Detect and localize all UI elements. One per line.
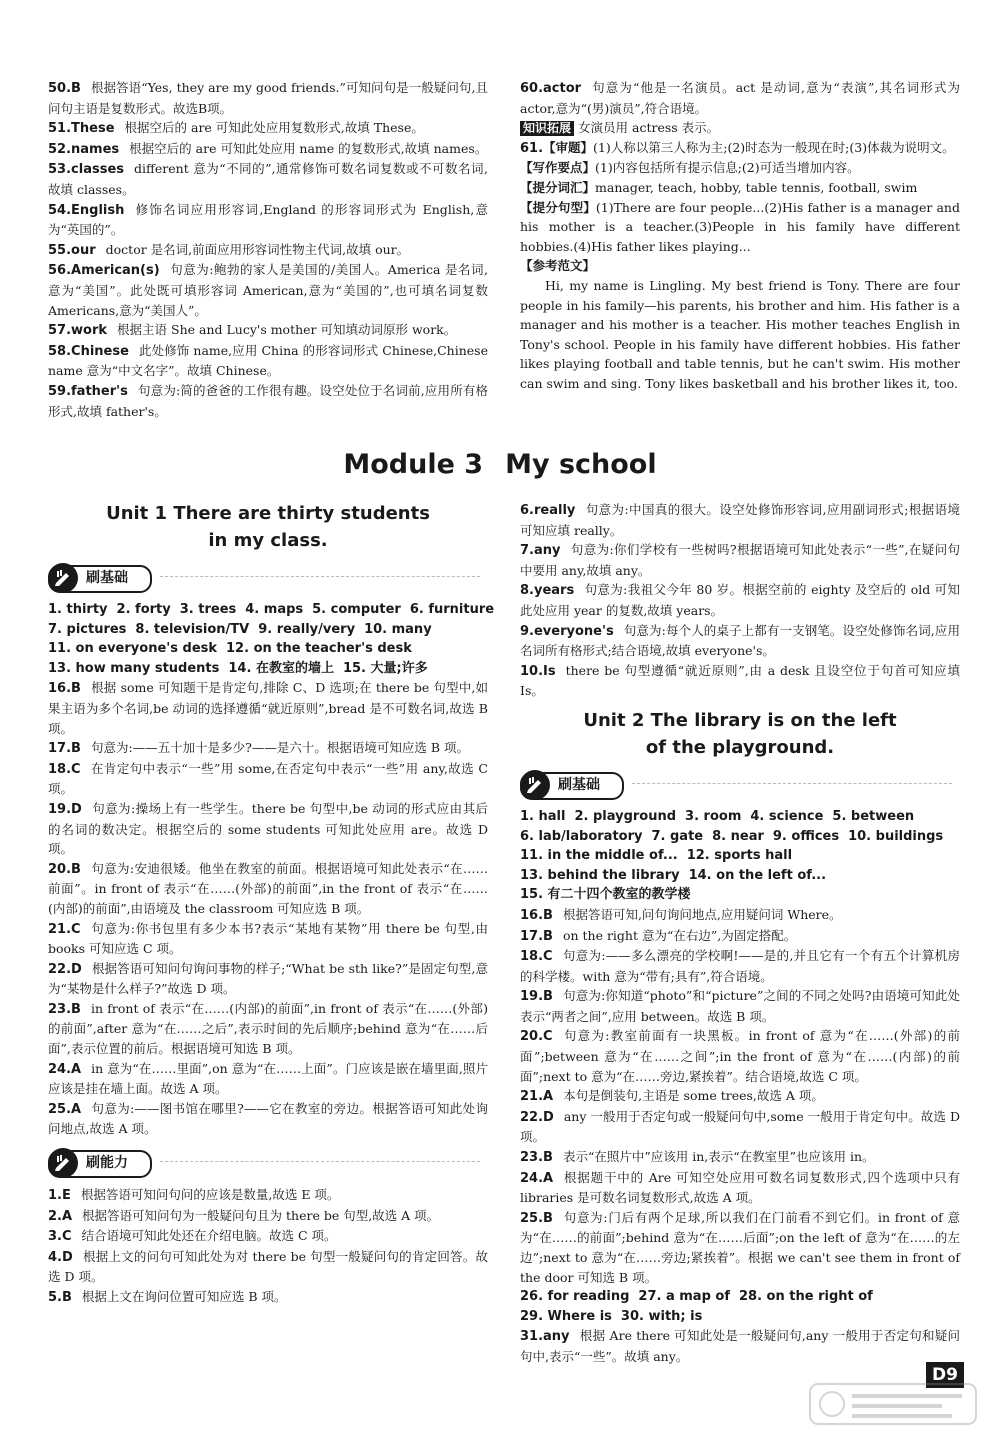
unit1-title-line2: in my class. — [208, 530, 328, 551]
explanation: 本句是倒装句,主语是 some trees,故选 A 项。 — [563, 1088, 824, 1104]
u2-question-2 — [520, 946, 960, 986]
unit1-title-line1: Unit 1 There are thirty students — [106, 503, 430, 524]
answer-chip: 12. on the teacher's desk — [226, 641, 412, 657]
answer-chip: 28. on the right of — [739, 1289, 873, 1305]
u1-question-8 — [48, 1059, 488, 1099]
answer: D — [543, 1109, 554, 1125]
right-column-top — [520, 78, 960, 394]
question-number: 16. — [48, 681, 72, 697]
explanation: in front of 表示“在……(内部)的前面”,in front of 表示“在……(外部)的前面”,after 意为“在……之后”,表示时间的先后顺序;behind 意为“在……后面”,表示位置的前后。根据语境可知选 B 项。 — [48, 1000, 488, 1057]
explanation: 句意为:安迪很矮。他坐在教室的前面。根据语境可知此处表示“在……前面”。in front of 表示“在……(外部)的前面”,in the front of 表示“在……(内部)的前面”,由语境及 the classroom 可知应选 B 项。 — [48, 860, 488, 916]
explanation: doctor 是名词,前面应用形容词性物主代词,故填 our。 — [105, 241, 410, 257]
answer-chip: 15. 有二十四个教室的教学楼 — [520, 887, 691, 903]
question-number: 21. — [520, 1089, 544, 1105]
answer-chip: 13. how many students — [48, 660, 220, 676]
question-number: 4. — [48, 1249, 62, 1265]
answer: B — [543, 928, 553, 944]
q61-line-2 — [520, 178, 960, 198]
answer-chip: 6. furniture — [409, 602, 495, 617]
q61-line-3 — [520, 198, 960, 257]
explanation: 句意为:教室前面有一块黑板。in front of 意为“在……(外部)的前面”;between 意为“在……之间”;in the front of 意为“在……(内部)的前面”;next to 意为“在……旁边,紧挨着”。结合语境,故选 C 项。 — [520, 1028, 960, 1084]
u1-question-b-2 — [520, 580, 960, 620]
pencil-icon — [48, 1148, 78, 1178]
answer: father's — [71, 383, 128, 399]
unit2-column — [520, 500, 960, 1367]
u2-answer-row-3 — [520, 866, 960, 886]
u1-ability-0 — [48, 1185, 488, 1206]
answer: C — [543, 1029, 553, 1045]
explanation: 根据题干中的 Are 可知空处应用可数名词复数形式,四个选项中只有 libraries 是可数名词复数形式,故选 A 项。 — [520, 1169, 960, 1206]
u1-ability-1 — [48, 1206, 488, 1227]
explanation: on the right 意为“在右边”,为固定搭配。 — [562, 927, 797, 943]
u1-question-1 — [48, 738, 488, 759]
module-title — [0, 448, 1000, 482]
question-2 — [48, 139, 488, 160]
u2-question-7 — [520, 1147, 960, 1168]
explanation: 句意为:中国真的很大。设空处修饰形容词,应用副词形式;根据语境可知应填 really。 — [520, 502, 960, 538]
u1-question-2 — [48, 759, 488, 799]
pencil-icon — [520, 770, 550, 800]
u1-answer-row-1 — [48, 620, 488, 640]
section-label: 【参考范文】 — [520, 258, 596, 274]
explanation: 根据答语可知,问句询问地点,应用疑问词 Where。 — [562, 906, 842, 922]
u1-ability-3 — [48, 1247, 488, 1287]
q61-line-1 — [520, 158, 960, 178]
question-number: 6. — [520, 503, 534, 518]
section-text: (1)内容包括所有提示信息;(2)可适当增加内容。 — [595, 160, 860, 176]
question-number: 10. — [520, 663, 544, 679]
answer: A — [543, 1170, 554, 1186]
answer: B — [543, 1210, 553, 1226]
answer: Chinese — [71, 343, 129, 359]
explanation: 根据上文的问句可知此处为对 there be 句型一般疑问句的肯定回答。故选 D 项。 — [48, 1248, 488, 1285]
answer: English — [71, 202, 125, 218]
u2-question-1 — [520, 926, 960, 947]
section-label: 【提分词汇】 — [520, 179, 596, 195]
answer: These — [71, 121, 115, 137]
answer-chip: 10. many — [364, 621, 432, 637]
u2-question-4 — [520, 1026, 960, 1086]
u1-question-b-0 — [520, 500, 960, 540]
question-number: 54. — [48, 202, 72, 218]
unit1-column — [48, 500, 495, 1308]
u2-question-6 — [520, 1107, 960, 1147]
question-number: 53. — [48, 162, 72, 178]
answer: D — [71, 961, 82, 977]
question-9 — [48, 381, 488, 421]
question-number: 7. — [520, 543, 534, 559]
answer-chip: 4. science — [750, 808, 824, 824]
question-number: 8. — [520, 583, 534, 599]
question-31: 31.any 根据 Are there 可知此处是一般疑问句,any 一般用于否定句和疑问句中,表示“一些”。故填 any。 — [520, 1328, 960, 1364]
answer: A — [61, 1208, 73, 1224]
explanation: 句意为:鲍勃的家人是美国的/美国人。America 是名词,意为“美国”。此处既可填形容词 American,意为“美国的”,也可填名词复数 Americans,意为“美国人”。 — [48, 262, 488, 318]
question-60: 60.actor 句意为“他是一名演员。act 是动词,意为“表演”,其名词形式为 actor,意为“(男)演员”,符合语境。 — [520, 80, 960, 116]
answer-chip: 7. gate — [651, 828, 704, 844]
u1-answer-row-3 — [48, 659, 488, 679]
question-number: 19. — [48, 801, 72, 817]
answer-chip: 14. 在教室的墙上 — [228, 660, 334, 676]
u1-question-b-1 — [520, 540, 960, 580]
answer: B — [71, 1001, 81, 1017]
section-text: (1)人称以第三人称为主;(2)时态为一般现在时;(3)体裁为说明文。 — [593, 139, 955, 155]
explanation: 句意为:门后有两个足球,所以我们在门前看不到它们。in front of 意为“在……的前面”;behind 意为“在……后面”;on the left of 意为“在……的左边”;next to 意为“在……旁边;紧挨着”。根据 we can't see them in front of the door 可知选 B 项。 — [520, 1209, 960, 1285]
question-number: 21. — [48, 921, 72, 937]
section-label: 【提分句型】 — [520, 199, 596, 215]
question-number: 24. — [520, 1170, 544, 1186]
answer-chip: 15. 大量;许多 — [342, 660, 428, 676]
question-number: 58. — [48, 343, 72, 359]
explanation: different 意为“不同的”,通常修饰可数名词复数或不可数名词,故填 classes。 — [48, 161, 488, 197]
question-61 — [520, 138, 960, 276]
unit1-answer-rows — [48, 600, 495, 678]
answer-chip: 8. near — [712, 828, 764, 844]
question-number: 24. — [48, 1061, 72, 1077]
question-number: 3. — [48, 1229, 62, 1245]
question-number: 17. — [520, 928, 544, 944]
answer: C — [61, 1229, 72, 1245]
explanation: 根据空后的 are 可知此处应用复数形式,故填 These。 — [124, 120, 424, 136]
explanation: 表示“在照片中”应该用 in,表示“在教室里”也应该用 in。 — [562, 1149, 875, 1165]
question-number: 25. — [48, 1101, 72, 1117]
explanation: 句意为:简的爸爸的工作很有趣。设空处位于名词前,应用所有格形式,故填 father's。 — [48, 382, 488, 419]
u1-question-b-4 — [520, 661, 960, 701]
u2-question-9 — [520, 1208, 960, 1287]
answer-chip: 2. forty — [116, 602, 171, 617]
answer: A — [71, 1061, 82, 1077]
answer-chip: 30. with; is — [620, 1308, 703, 1324]
u2-question-0 — [520, 905, 960, 926]
left-column-top — [48, 78, 488, 421]
answer: B — [71, 741, 81, 757]
answer-chip: 5. between — [832, 808, 915, 824]
question-number: 20. — [48, 861, 72, 877]
answer-chip: 3. trees — [179, 602, 237, 617]
question-number: 18. — [48, 761, 72, 777]
u2-answer-row-b-0 — [520, 1287, 960, 1307]
answer-chip: 5. computer — [312, 602, 401, 617]
answer: really — [533, 503, 576, 518]
answer-chip: 27. a map of — [638, 1289, 730, 1305]
u1-question-3 — [48, 799, 488, 859]
explanation: 句意为:——多么漂亮的学校啊!——是的,并且它有一个有五个计算机房的科学楼。with 意为“带有;具有”,符合语境。 — [520, 948, 960, 984]
basic-section-tag: 刷基础 — [48, 562, 488, 594]
explanation: 句意为:我祖父今年 80 岁。根据空前的 eighty 及空后的 old 可知此处应用 year 的复数,故填 years。 — [520, 582, 960, 618]
explanation: 句意为:你知道“photo”和“picture”之间的不同之处吗?由语境可知此处表示“两者之间”,应用 between。故选 B 项。 — [520, 988, 960, 1024]
u2-question-8 — [520, 1168, 960, 1208]
question-number: 1. — [48, 1188, 62, 1204]
answer: A — [71, 1101, 82, 1117]
u1-question-b-3 — [520, 621, 960, 661]
explanation: 根据上文在询问位置可知应选 B 项。 — [81, 1289, 287, 1304]
answer: B — [71, 81, 81, 96]
page-number: D9 — [926, 1362, 964, 1388]
answer: Is — [543, 663, 556, 679]
answer-chip: 29. Where is — [520, 1308, 612, 1324]
u2-answer-row-b-1 — [520, 1307, 960, 1327]
answer-chip: 26. for reading — [520, 1289, 630, 1305]
question-4 — [48, 200, 488, 240]
question-number: 25. — [520, 1210, 544, 1226]
u1-question-0 — [48, 678, 488, 738]
answer: years — [533, 583, 575, 599]
answer-chip: 10. buildings — [848, 828, 944, 844]
module-label: Module 3 — [343, 449, 484, 480]
answer-chip: 1. hall — [520, 808, 566, 824]
question-7 — [48, 320, 488, 341]
answer-chip: 8. television/TV — [135, 621, 250, 637]
answer-chip: 1. thirty — [48, 602, 108, 617]
question-number: 50. — [48, 81, 72, 96]
answer: E — [61, 1188, 71, 1204]
answer: classes — [71, 162, 124, 178]
knowledge-extension-tag: 知识拓展 — [520, 121, 574, 136]
u2-question-3 — [520, 986, 960, 1026]
explanation: 在肯定句中表示“一些”用 some,在否定句中表示“一些”用 any,故选 C 项。 — [48, 760, 488, 797]
answer: C — [543, 949, 553, 965]
unit1-items — [48, 678, 488, 1139]
explanation: any 一般用于否定句或一般疑问句中,some 一般用于肯定句中。故选 D 项。 — [520, 1108, 960, 1145]
answer: C — [71, 761, 81, 777]
answer-chip: 12. sports hall — [686, 848, 793, 864]
watermark-logo — [808, 1380, 978, 1428]
question-number: 23. — [520, 1150, 544, 1166]
answer-chip: 7. pictures — [48, 621, 127, 637]
u2-answer-row-4 — [520, 885, 960, 905]
answer: B — [543, 1150, 553, 1166]
question-number: 51. — [48, 121, 72, 137]
pencil-icon — [48, 563, 78, 593]
answer: D — [71, 801, 82, 817]
u2-answer-row-1 — [520, 827, 960, 847]
explanation: 句意为:你书包里有多少本书?表示“某地有某物”用 there be 句型,由 books 可知应选 C 项。 — [48, 920, 488, 957]
q61-line-4 — [520, 256, 960, 276]
answer: work — [71, 323, 108, 339]
answer-chip: 2. playground — [574, 808, 677, 824]
u1-question-9 — [48, 1099, 488, 1139]
explanation: 句意为:你们学校有一些树吗?根据语境可知此处表示“一些”,在疑问句中要用 any,故填 any。 — [520, 542, 960, 578]
explanation: 根据 some 可知题干是肯定句,排除 C、D 选项;在 there be 句型中,如果主语为多个名词,be 动词的选择遵循“就近原则”,bread 是不可数名词,故选 B 项。 — [48, 680, 488, 736]
unit1-items-continued — [520, 500, 960, 701]
explanation: there be 句型遵循“就近原则”,由 a desk 且设空位于句首可知应填 Is。 — [520, 662, 960, 699]
question-number: 17. — [48, 741, 72, 757]
question-number: 61. — [520, 140, 544, 156]
answer: D — [61, 1249, 73, 1265]
explanation: 根据空后的 are 可知此处应用 name 的复数形式,故填 names。 — [129, 140, 488, 156]
answer-chip: 3. room — [685, 808, 742, 824]
answer-chip: 11. on everyone's desk — [48, 641, 218, 657]
u1-answer-row-0 — [48, 600, 495, 620]
u2-question-5 — [520, 1086, 960, 1107]
question-number: 2. — [48, 1208, 62, 1224]
knowledge-extension: 知识拓展 女演员用 actress 表示。 — [520, 118, 960, 138]
explanation: 根据答语可知问句为一般疑问句且为 there be 句型,故选 A 项。 — [82, 1207, 440, 1223]
question-number: 56. — [48, 263, 72, 279]
section-label: 【审题】 — [543, 139, 594, 155]
question-number: 22. — [520, 1109, 544, 1125]
u1-answer-row-2 — [48, 639, 488, 659]
answer-chip: 9. really/very — [258, 621, 356, 637]
answer: American(s) — [71, 263, 160, 279]
question-number: 5. — [48, 1290, 62, 1305]
unit2-basic-section-tag: 刷基础 — [520, 769, 960, 801]
explanation: 结合语境可知此处还在介绍电脑。故选 C 项。 — [81, 1228, 337, 1244]
question-number: 20. — [520, 1029, 544, 1045]
question-number: 22. — [48, 961, 72, 977]
answer-chip: 14. on the left of... — [688, 867, 827, 883]
question-number: 18. — [520, 949, 544, 965]
model-essay: Hi, my name is Lingling. My best friend is Tony. There are four people in his family—his parents, his brother and him. His father is a manager and his mother is a teacher. His mother teaches English in Tony's school. People in his family have different hobbies. His father likes playing football and table tennis, but he can't swim. His mother can swim and sing. Tony likes basketball and his brother likes it, too. — [520, 277, 960, 391]
question-3 — [48, 159, 488, 199]
question-6 — [48, 260, 488, 320]
question-number: 16. — [520, 907, 544, 923]
answer-chip: 11. in the middle of... — [520, 848, 678, 864]
answer: everyone's — [533, 623, 614, 639]
unit2-title-line1: Unit 2 The library is on the left — [583, 709, 897, 731]
u2-answer-row-0 — [520, 807, 960, 827]
explanation: 根据答语可知问句询问事物的样子;“What be sth like?”是固定句型,意为“某物是什么样子?”故选 D 项。 — [48, 960, 488, 997]
answer: our — [71, 242, 96, 258]
question-number: 23. — [48, 1001, 72, 1017]
answer-chip: 4. maps — [245, 602, 304, 617]
answer: C — [71, 921, 81, 937]
unit2-items — [520, 905, 960, 1287]
explanation: 句意为:操场上有一些学生。there be 句型中,be 动词的形式应由其后的名词的数决定。根据空后的 some students 可知此处应用 are。故选 D 项。 — [48, 800, 488, 857]
answer: B — [543, 989, 553, 1005]
answer: any — [533, 543, 561, 559]
question-number: 9. — [520, 623, 534, 639]
unit2-answer-rows — [520, 807, 960, 905]
explanation: 修饰名词应用形容词,England 的形容词形式为 English,意为“英国的”。 — [48, 201, 488, 238]
module-name: My school — [505, 449, 657, 480]
explanation: 句意为:每个人的桌子上都有一支钢笔。设空处修饰名词,应用名词所有格形式;结合语境,故填 everyone's。 — [520, 622, 960, 659]
u1-ability-4 — [48, 1287, 488, 1308]
u1-question-7 — [48, 999, 488, 1059]
u1-ability-2 — [48, 1226, 488, 1247]
ability-section-tag: 刷能力 — [48, 1147, 488, 1179]
answer-chip: 13. behind the library — [520, 867, 680, 883]
answer-chip: 9. offices — [772, 828, 840, 844]
section-text: (1)There are four people...(2)His father is a manager and his mother is a teacher.(3)People in his family have different hobbies.(4)His father likes playing... — [520, 199, 960, 254]
section-text: manager, teach, hobby, table tennis, football, swim — [595, 179, 918, 195]
answer-chip: 6. lab/laboratory — [520, 828, 643, 844]
u2-answer-row-2 — [520, 846, 960, 866]
u1-question-4 — [48, 859, 488, 919]
explanation: in 意为“在……里面”,on 意为“在……上面”。门应该是嵌在墙里面,照片应该是挂在墙上面。故选 A 项。 — [48, 1060, 488, 1097]
explanation: 句意为:——五十加十是多少?——是六十。根据语境可知应选 B 项。 — [90, 740, 469, 756]
question-number: 59. — [48, 383, 72, 399]
u1-question-6 — [48, 959, 488, 999]
question-number: 52. — [48, 141, 72, 157]
answer: B — [71, 861, 81, 877]
u1-question-5 — [48, 919, 488, 959]
explanation: 根据主语 She and Lucy's mother 可知填动词原形 work。 — [117, 322, 457, 338]
explanation: 根据答语“Yes, they are my good friends.”可知问句是一般疑问句,且问句主语是复数形式。故选B项。 — [48, 80, 488, 116]
answer: B — [61, 1290, 72, 1305]
question-0 — [48, 78, 488, 118]
unit1-ability-items — [48, 1185, 488, 1308]
explanation: 句意为:——图书馆在哪里?——它在教室的旁边。根据答语可知此处询问地点,故选 A 项。 — [48, 1100, 488, 1137]
answer: names — [71, 141, 120, 157]
answer: A — [543, 1089, 554, 1105]
question-number: 57. — [48, 323, 72, 339]
section-label: 【写作要点】 — [520, 160, 596, 176]
explanation: 根据答语可知问句问的应该是数量,故选 E 项。 — [80, 1187, 340, 1203]
unit2-title-line2: of the playground. — [645, 736, 835, 758]
unit2-answer-rows-2 — [520, 1287, 960, 1326]
answer: B — [543, 907, 553, 923]
q61-line-0 — [520, 138, 960, 159]
question-number: 19. — [520, 989, 544, 1005]
question-5 — [48, 240, 488, 261]
explanation: 此处修饰 name,应用 China 的形容词形式 Chinese,Chinese name 意为“中文名字”。故填 Chinese。 — [48, 342, 488, 379]
question-1 — [48, 118, 488, 139]
answer: B — [71, 681, 81, 697]
question-8 — [48, 341, 488, 381]
question-number: 55. — [48, 242, 72, 258]
